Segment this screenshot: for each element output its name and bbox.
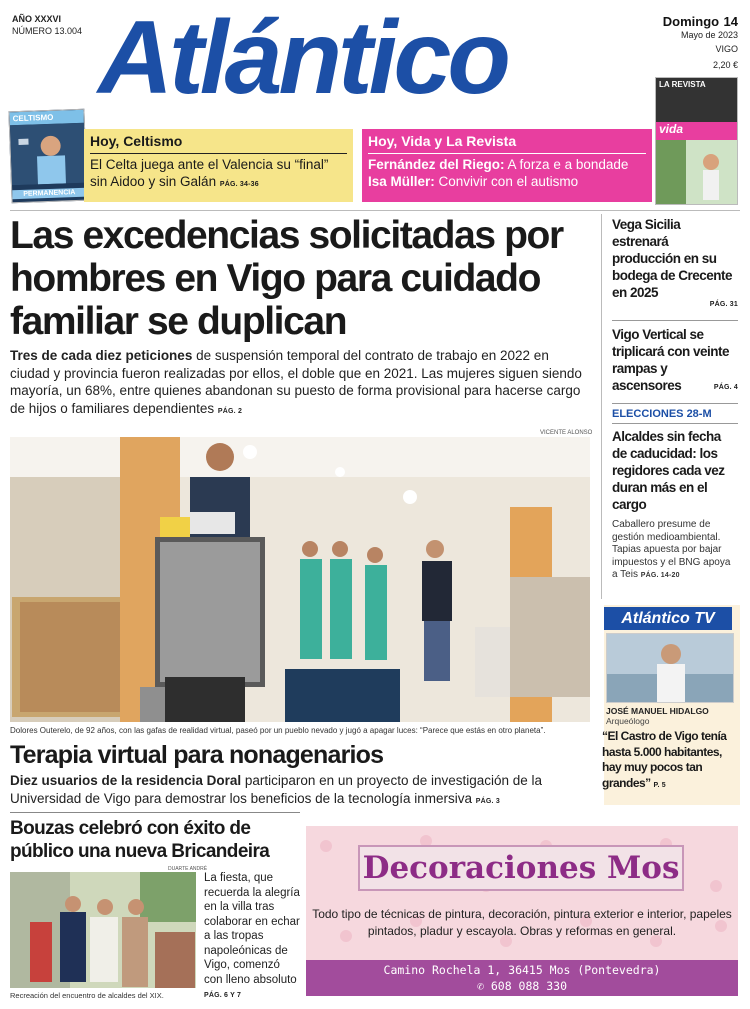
teaser-vida-line1: Fernández del Riego: A forza e a bondade	[368, 157, 629, 172]
story-elecciones[interactable]	[612, 408, 738, 583]
main-lede	[10, 347, 590, 420]
story-vigo-vertical[interactable]	[612, 326, 738, 391]
revista-thumb-label: LA REVISTA	[656, 78, 737, 122]
divider	[612, 403, 738, 404]
masthead-number: NÚMERO 13.004	[12, 26, 83, 36]
vida-thumb-label: vida	[656, 122, 737, 140]
vertical-page: PÁG. 4	[713, 384, 738, 391]
tv-interviewee-role: Arqueólogo	[606, 716, 650, 726]
vida-thumb-photo	[656, 140, 738, 205]
column-divider	[601, 214, 602, 599]
photo-caption: Dolores Outerelo, de 92 años, con las gafas de realidad virtual, paseó por un pueblo nevado y jugó a apagar luces: “Parece que estás en otro planeta”.	[10, 726, 546, 735]
elecciones-label: ELECCIONES 28-M	[612, 408, 712, 420]
elecciones-headline: Alcaldes sin fecha de caducidad: los regidores cada vez duran más en el cargo	[612, 429, 725, 512]
masthead-city: VIGO	[715, 44, 738, 54]
bouzas-caption: Recreación del encuentro de alcaldes del XIX.	[10, 991, 164, 1000]
main-lede-page: PÁG. 2	[217, 407, 243, 415]
story2-lede	[10, 772, 595, 811]
teaser-celtismo-page: PÁG. 34-36	[219, 181, 259, 188]
vr-residence-photo	[10, 437, 590, 722]
ad-phone-row	[306, 978, 738, 994]
tv-page: P. 5	[653, 781, 666, 789]
newspaper-logo[interactable]: Atlántico	[98, 0, 507, 116]
masthead-day-num: 14	[723, 14, 738, 29]
celtismo-supplement-thumb[interactable]	[8, 109, 87, 204]
divider	[612, 423, 738, 424]
masthead-price: 2,20 €	[712, 60, 738, 70]
main-lede-text: de suspensión temporal del contrato de trabajo en 2022 en ciudad y provincia fueron realizadas por ellos, el doble que en 2021. Las mujeres siguen siendo mayoría, un 68%, entre quienes abandonan su puesto de forma provisional para hacerse cargo de hijos o familiares dependientes	[10, 348, 582, 416]
celtismo-thumb-banner: PERMANENCIA	[12, 188, 86, 200]
teaser-divider	[90, 153, 347, 154]
masthead-month-year: Mayo de 2023	[680, 30, 738, 40]
vega-page: PÁG. 31	[709, 301, 738, 308]
atlantico-tv-title: Atlántico TV	[604, 607, 732, 630]
tv-quote: “El Castro de Vigo tenía hasta 5.000 habitantes, hay muy pocos tan grandes” P. 5	[602, 729, 727, 790]
teaser-celtismo-text: El Celta juega ante el Valencia su “final” sin Aidoo y sin Galán PÁG. 34-36	[90, 157, 329, 189]
elecciones-text: Caballero presume de gestión medioambiental. Tapias apuesta por bajar impuestos y el BNG apoya a Teis PÁG. 14-20	[612, 519, 731, 580]
teaser-vida-title: Hoy, Vida y La Revista	[368, 133, 517, 149]
teaser-vida[interactable]	[362, 129, 652, 202]
story2-lede-bold: Diez usuarios de la residencia Doral	[10, 773, 242, 788]
photo-credit: VICENTE ALONSO	[540, 430, 593, 436]
masthead-year: AÑO XXXVI	[12, 14, 62, 24]
bouzas-photo[interactable]	[10, 872, 196, 988]
main-headline[interactable]: Las excedencias solicitadas por hombres en Vigo para cuidado familiar se duplican	[10, 214, 563, 343]
story2-lede-text: participaron en un proyecto de investigación de la Universidad de Vigo para demostrar los beneficios de la tecnología inmersiva	[10, 773, 543, 806]
story-vega-sicilia[interactable]	[612, 216, 738, 308]
revista-supplement-thumb[interactable]	[655, 77, 738, 205]
main-photo[interactable]	[10, 437, 590, 722]
story2-page: PÁG. 3	[475, 798, 500, 805]
ad-contact-band	[306, 960, 738, 996]
teaser-vida-line2: Isa Müller: Convivir con el autismo	[368, 174, 579, 189]
teaser-celtismo-title: Hoy, Celtismo	[90, 133, 183, 149]
ad-title: Decoraciones Mos	[358, 845, 684, 891]
bouzas-festival-photo	[10, 872, 196, 988]
bouzas-photo-credit: DUARTE ANDRÉ	[168, 866, 208, 872]
tv-video-thumb[interactable]	[606, 633, 734, 703]
ad-description: Todo tipo de técnicas de pintura, decoración, pintura exterior e interior, papeles pintados, pladur y escayola. Obras y reformas en general.	[312, 907, 732, 938]
masthead-date	[660, 13, 738, 31]
divider	[10, 812, 300, 813]
bouzas-text: La fiesta, que recuerda la alegría en la villa tras colaborar en echar a las tropas napoleónicas de Vigo, comenzó con lleno absoluto PÁG. 6 Y 7	[204, 872, 300, 999]
celtismo-thumb-label: CELTISMO	[9, 110, 83, 126]
teaser-celtismo[interactable]	[84, 129, 353, 202]
phone-icon: ✆	[476, 979, 484, 993]
bouzas-headline[interactable]: Bouzas celebró con éxito de público una nueva Bricandeira	[10, 818, 270, 862]
teaser-divider	[368, 153, 646, 154]
divider	[10, 210, 740, 211]
bouzas-page: PÁG. 6 Y 7	[204, 992, 242, 999]
celtismo-player-photo	[10, 123, 88, 186]
vertical-headline: Vigo Vertical se triplicará con veinte rampas y ascensores	[612, 327, 730, 393]
ad-phone: 608 088 330	[490, 979, 568, 993]
tv-interview-photo	[607, 634, 734, 703]
elecciones-page: PÁG. 14-20	[640, 572, 680, 579]
main-lede-bold: Tres de cada diez peticiones	[10, 348, 193, 363]
tv-interviewee-name: JOSÉ MANUEL HIDALGO	[606, 706, 709, 716]
story2-headline[interactable]: Terapia virtual para nonagenarios	[10, 741, 384, 769]
masthead-day: Domingo	[662, 14, 720, 29]
vega-headline: Vega Sicilia estrenará producción en su bodega de Crecente en 2025	[612, 217, 733, 300]
divider	[612, 320, 738, 321]
ad-address: Camino Rochela 1, 36415 Mos (Pontevedra)	[383, 963, 661, 977]
